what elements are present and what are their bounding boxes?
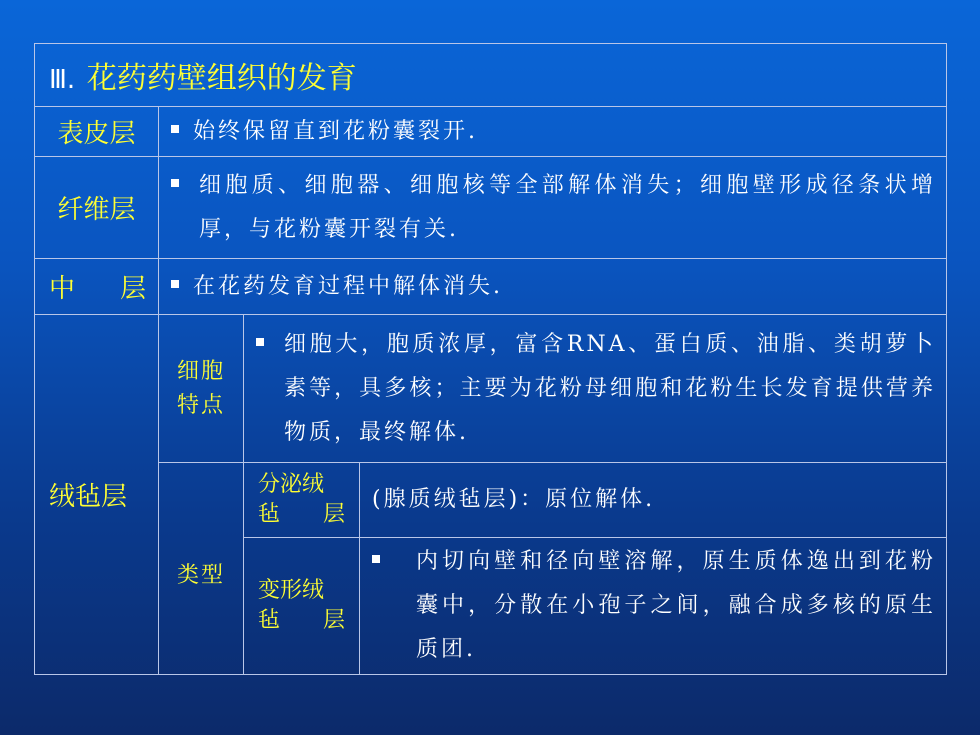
- amoeboid-label-line1: 变形绒: [258, 578, 325, 603]
- amoeboid-text: 内切向壁和径向壁溶解，原生质体逸出到花粉囊中，分散在小孢子之间，融合成多核的原生质团.: [416, 549, 936, 662]
- secretory-label-char-a: 毡: [258, 502, 281, 527]
- middle-layer-label-char1: 中: [49, 274, 76, 304]
- epidermis-row: [35, 107, 947, 157]
- endothecium-text: 细胞质、细胞器、细胞核等全部解体消失；细胞壁形成径条状增厚，与花粉囊开裂有关.: [199, 172, 936, 242]
- middle-layer-label: [35, 259, 159, 315]
- secretory-label-line1: 分泌绒: [258, 472, 325, 497]
- cell-features-label-line1: 细胞: [176, 358, 225, 384]
- title-number: Ⅲ.: [49, 65, 76, 95]
- types-label: 类型: [159, 463, 244, 675]
- bullet-icon: [372, 555, 380, 563]
- tapetum-features-row: [35, 315, 947, 463]
- middle-layer-label-char2: 层: [119, 274, 146, 304]
- cell-features-label-line2: 特点: [176, 392, 225, 418]
- slide-title: [35, 44, 947, 107]
- secretory-row: [35, 463, 947, 538]
- secretory-label: [244, 463, 360, 538]
- cell-features-text: 细胞大，胞质浓厚，富含RNA、蛋白质、油脂、类胡萝卜素等，具多核；主要为花粉母细胞和花粉生长发育提供营养物质，最终解体.: [284, 331, 936, 445]
- tapetum-label: 绒毡层: [35, 315, 159, 675]
- amoeboid-content: [360, 538, 947, 675]
- bullet-icon: [256, 338, 264, 346]
- amoeboid-label: [244, 538, 360, 675]
- secretory-content: (腺质绒毡层)：原位解体.: [360, 463, 947, 538]
- secretory-label-char-b: 层: [322, 502, 345, 527]
- cell-features-label: [159, 315, 244, 463]
- endothecium-row: [35, 157, 947, 259]
- epidermis-text: 始终保留直到花粉囊裂开.: [193, 118, 478, 144]
- middle-layer-content: [159, 259, 947, 315]
- endothecium-content: [159, 157, 947, 259]
- middle-layer-row: [35, 259, 947, 315]
- middle-layer-text: 在花药发育过程中解体消失.: [193, 273, 503, 299]
- amoeboid-label-char-b: 层: [322, 608, 345, 633]
- epidermis-content: [159, 107, 947, 157]
- title-row: [35, 44, 947, 107]
- bullet-icon: [171, 280, 179, 288]
- bullet-icon: [171, 179, 179, 187]
- endothecium-label: 纤维层: [35, 157, 159, 259]
- amoeboid-label-char-a: 毡: [258, 608, 281, 633]
- cell-features-content: [244, 315, 947, 463]
- bullet-icon: [171, 125, 179, 133]
- anther-wall-table: [34, 43, 947, 675]
- title-text: 花药药壁组织的发育: [86, 61, 357, 96]
- epidermis-label: 表皮层: [35, 107, 159, 157]
